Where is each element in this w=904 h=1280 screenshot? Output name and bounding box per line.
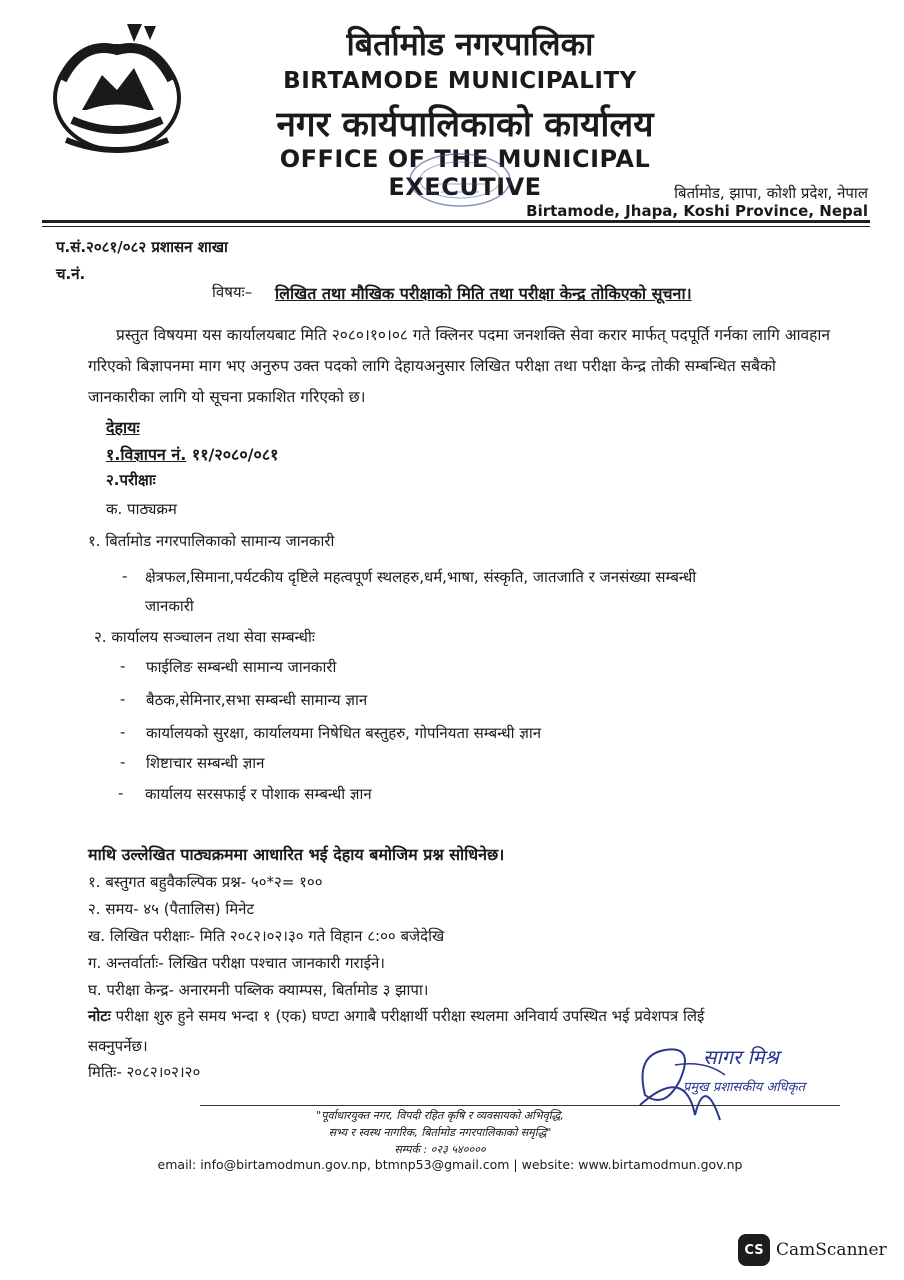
- note-text: परीक्षा शुरु हुने समय भन्दा १ (एक) घण्टा अगाबै परीक्षार्थी परीक्षा स्थलमा अनिवार्य उपस्थित भई प्रवेशपत्र लिई: [115, 1007, 705, 1025]
- section2-item: बैठक,सेमिनार,सभा सम्बन्धी सामान्य ज्ञान: [146, 691, 368, 709]
- dispatch-number: च.नं.: [56, 265, 86, 283]
- question-type: १. बस्तुगत बहुवैकल्पिक प्रश्न- ५०*२= १००: [88, 873, 323, 891]
- header-divider-thin: [42, 226, 870, 227]
- reference-number: प.सं.२०८१/०८२ प्रशासन शाखा: [56, 238, 228, 256]
- signature: [625, 1035, 855, 1125]
- section1-title: १. बिर्तामोड नगरपालिकाको सामान्य जानकारी: [88, 532, 335, 550]
- advertisement-label: १.विज्ञापन नं.: [106, 445, 187, 464]
- bullet: -: [120, 723, 126, 741]
- office-stamp: [405, 150, 515, 210]
- footer-slogan-line1: "पूर्वाधारयुक्त नगर, विपदी रहित कृषि र व्यवसायको अभिवृद्धि,: [316, 1109, 564, 1122]
- camscanner-label: CamScanner: [776, 1240, 887, 1260]
- subject-text: लिखित तथा मौखिक परीक्षाको मिति तथा परीक्षा केन्द्र तोकिएको सूचना।: [275, 284, 692, 303]
- note-label: नोटः: [88, 1007, 111, 1025]
- municipality-name-np: बिर्तामोड नगरपालिका: [346, 25, 594, 63]
- section2-item: कार्यालयको सुरक्षा, कार्यालयमा निषेधित बस्तुहरु, गोपनियता सम्बन्धी ज्ञान: [146, 724, 542, 742]
- bullet: -: [120, 753, 126, 771]
- section2-item: फाईलिङ सम्बन्धी सामान्य जानकारी: [146, 658, 337, 676]
- bullet: -: [122, 567, 128, 585]
- signature-title: प्रमुख प्रशासकीय अधिकृत: [683, 1080, 806, 1095]
- municipality-name-en: BIRTAMODE MUNICIPALITY: [283, 68, 637, 94]
- header-divider: [42, 220, 870, 223]
- exam-centre: घ. परीक्षा केन्द्र- अनारमनी पब्लिक क्याम्पस, बिर्तामोड ३ झापा।: [88, 981, 429, 999]
- curriculum-heading: क. पाठ्यक्रम: [106, 500, 177, 518]
- bullet: -: [120, 690, 126, 708]
- bullet: -: [120, 657, 126, 675]
- notice-date: मितिः- २०८२।०२।२०: [88, 1063, 201, 1081]
- section2-item: कार्यालय सरसफाई र पोशाक सम्बन्धी ज्ञान: [145, 785, 372, 803]
- municipality-logo: [42, 20, 192, 160]
- note-line-1: [88, 1006, 704, 1026]
- interview-info: ग. अन्तर्वार्ताः- लिखित परीक्षा पश्चात जानकारी गराईने।: [88, 954, 385, 972]
- question-heading: माथि उल्लेखित पाठ्यक्रममा आधारित भई देहाय बमोजिम प्रश्न सोधिनेछ।: [88, 845, 505, 864]
- advertisement-number: [106, 443, 279, 465]
- exam-duration: २. समय- ४५ (पैतालिस) मिनेट: [88, 900, 255, 918]
- exam-heading: २.परीक्षाः: [106, 471, 156, 489]
- office-name-np: नगर कार्यपालिकाको कार्यालय: [276, 105, 654, 145]
- footer-divider: [200, 1105, 840, 1106]
- camscanner-icon: CS: [738, 1234, 770, 1266]
- written-exam-date: ख. लिखित परीक्षाः- मिति २०८२।०२।३० गते विहान ८:०० बजेदेखि: [88, 927, 445, 945]
- address-np: बिर्तामोड, झापा, कोशी प्रदेश, नेपाल: [674, 184, 868, 202]
- section2-title: २. कार्यालय सञ्चालन तथा सेवा सम्बन्धीः: [94, 628, 315, 646]
- bullet: -: [118, 784, 124, 802]
- section2-item: शिष्टाचार सम्बन्धी ज्ञान: [146, 754, 265, 772]
- note-line-2: सक्नुपर्नेछ।: [88, 1037, 148, 1055]
- office-name-en: OFFICE OF THE MUNICIPAL EXECUTIVE: [279, 145, 651, 201]
- section1-item: क्षेत्रफल,सिमाना,पर्यटकीय दृष्टिले महत्वपूर्ण स्थलहरु,धर्म,भाषा, संस्कृति, जातजाति र जनसंख्या सम्बन्धी: [145, 568, 697, 586]
- footer-phone: सम्पर्क : ०२३ ५४००००: [394, 1143, 486, 1156]
- address-en: Birtamode, Jhapa, Koshi Province, Nepal: [526, 202, 868, 220]
- section1-item: जानकारी: [145, 597, 194, 615]
- footer-contact: email: info@birtamodmun.gov.np, btmnp53@gmail.com | website: www.birtamodmun.gov.np: [157, 1157, 743, 1172]
- camscanner-watermark: [738, 1234, 888, 1266]
- intro-paragraph: प्रस्तुत विषयमा यस कार्यालयबाट मिति २०८०।१०।०८ गते क्लिनर पदमा जनशक्ति सेवा करार मार्फत् पदपूर्ति गर्नका लागि आवहान गरिएको बिज्ञापनमा माग भए अनुरुप उक्त पदको लागि देहायअनुसार लिखित परीक्षा तथा परीक्षा केन्द्र तोकी सम्बन्धित सबैको जानकारीका लागि यो सूचना प्रकाशित गरिएको छ।: [88, 326, 831, 406]
- subject-label: विषयः–: [212, 283, 253, 301]
- signature-name: सागर मिश्र: [703, 1045, 779, 1069]
- footer-slogan-line2: सभ्य र स्वस्थ नागरिक, बिर्तामोड नगरपालिकाको समृद्धि": [328, 1126, 552, 1139]
- advertisement-value: ११/२०८०/०८१: [191, 445, 279, 464]
- dehay-heading: देहायः: [106, 418, 140, 437]
